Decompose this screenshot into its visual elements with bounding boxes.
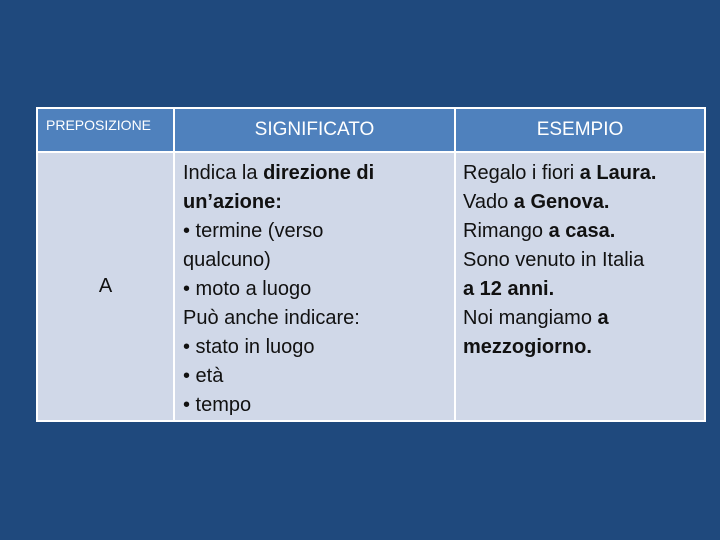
significato-item: • età: [183, 365, 224, 387]
significato-item: Può anche indicare:: [183, 307, 360, 329]
significato-item: • stato in luogo: [183, 336, 315, 358]
esempio-bold: a Genova.: [513, 191, 610, 213]
esempio-text: Vado: [463, 191, 514, 213]
esempio-bold: a 12 anni.: [463, 278, 555, 300]
esempio-bold: a Laura.: [579, 162, 657, 184]
significato-item: • termine (verso: [183, 220, 324, 242]
significato-item: • moto a luogo: [183, 278, 312, 300]
esempio-line: [463, 188, 698, 217]
significato-item: • tempo: [183, 394, 252, 416]
esempio-line: [463, 304, 698, 333]
esempio-text: Noi mangiamo: [463, 307, 598, 329]
esempio-line: [463, 275, 698, 304]
esempio-text: Rimango: [463, 220, 549, 242]
esempio-bold: mezzogiorno.: [463, 336, 592, 358]
significato-text: Indica la: [183, 162, 264, 184]
esempio-text: Regalo i fiori: [463, 162, 580, 184]
esempio-line: [463, 159, 698, 188]
header-row: [37, 108, 705, 152]
esempio-bold: a casa.: [548, 220, 616, 242]
preposition-table: [36, 107, 706, 422]
header-preposizione: PREPOSIZIONE: [37, 108, 174, 152]
table-row: [37, 152, 705, 421]
header-significato: SIGNIFICATO: [174, 108, 455, 152]
header-esempio: ESEMPIO: [455, 108, 705, 152]
esempio-line: [463, 333, 698, 362]
significato-line: [183, 159, 448, 188]
esempio-line: [463, 217, 698, 246]
significato-bold: un’azione:: [183, 191, 282, 213]
significato-item: qualcuno): [183, 249, 271, 271]
preposition-cell: A: [37, 152, 174, 421]
esempio-bold: a: [597, 307, 609, 329]
significato-line: [183, 188, 448, 217]
significato-cell: [174, 152, 455, 421]
esempio-cell: [455, 152, 705, 421]
esempio-line: Sono venuto in Italia: [463, 249, 645, 271]
significato-bold: direzione di: [263, 162, 375, 184]
